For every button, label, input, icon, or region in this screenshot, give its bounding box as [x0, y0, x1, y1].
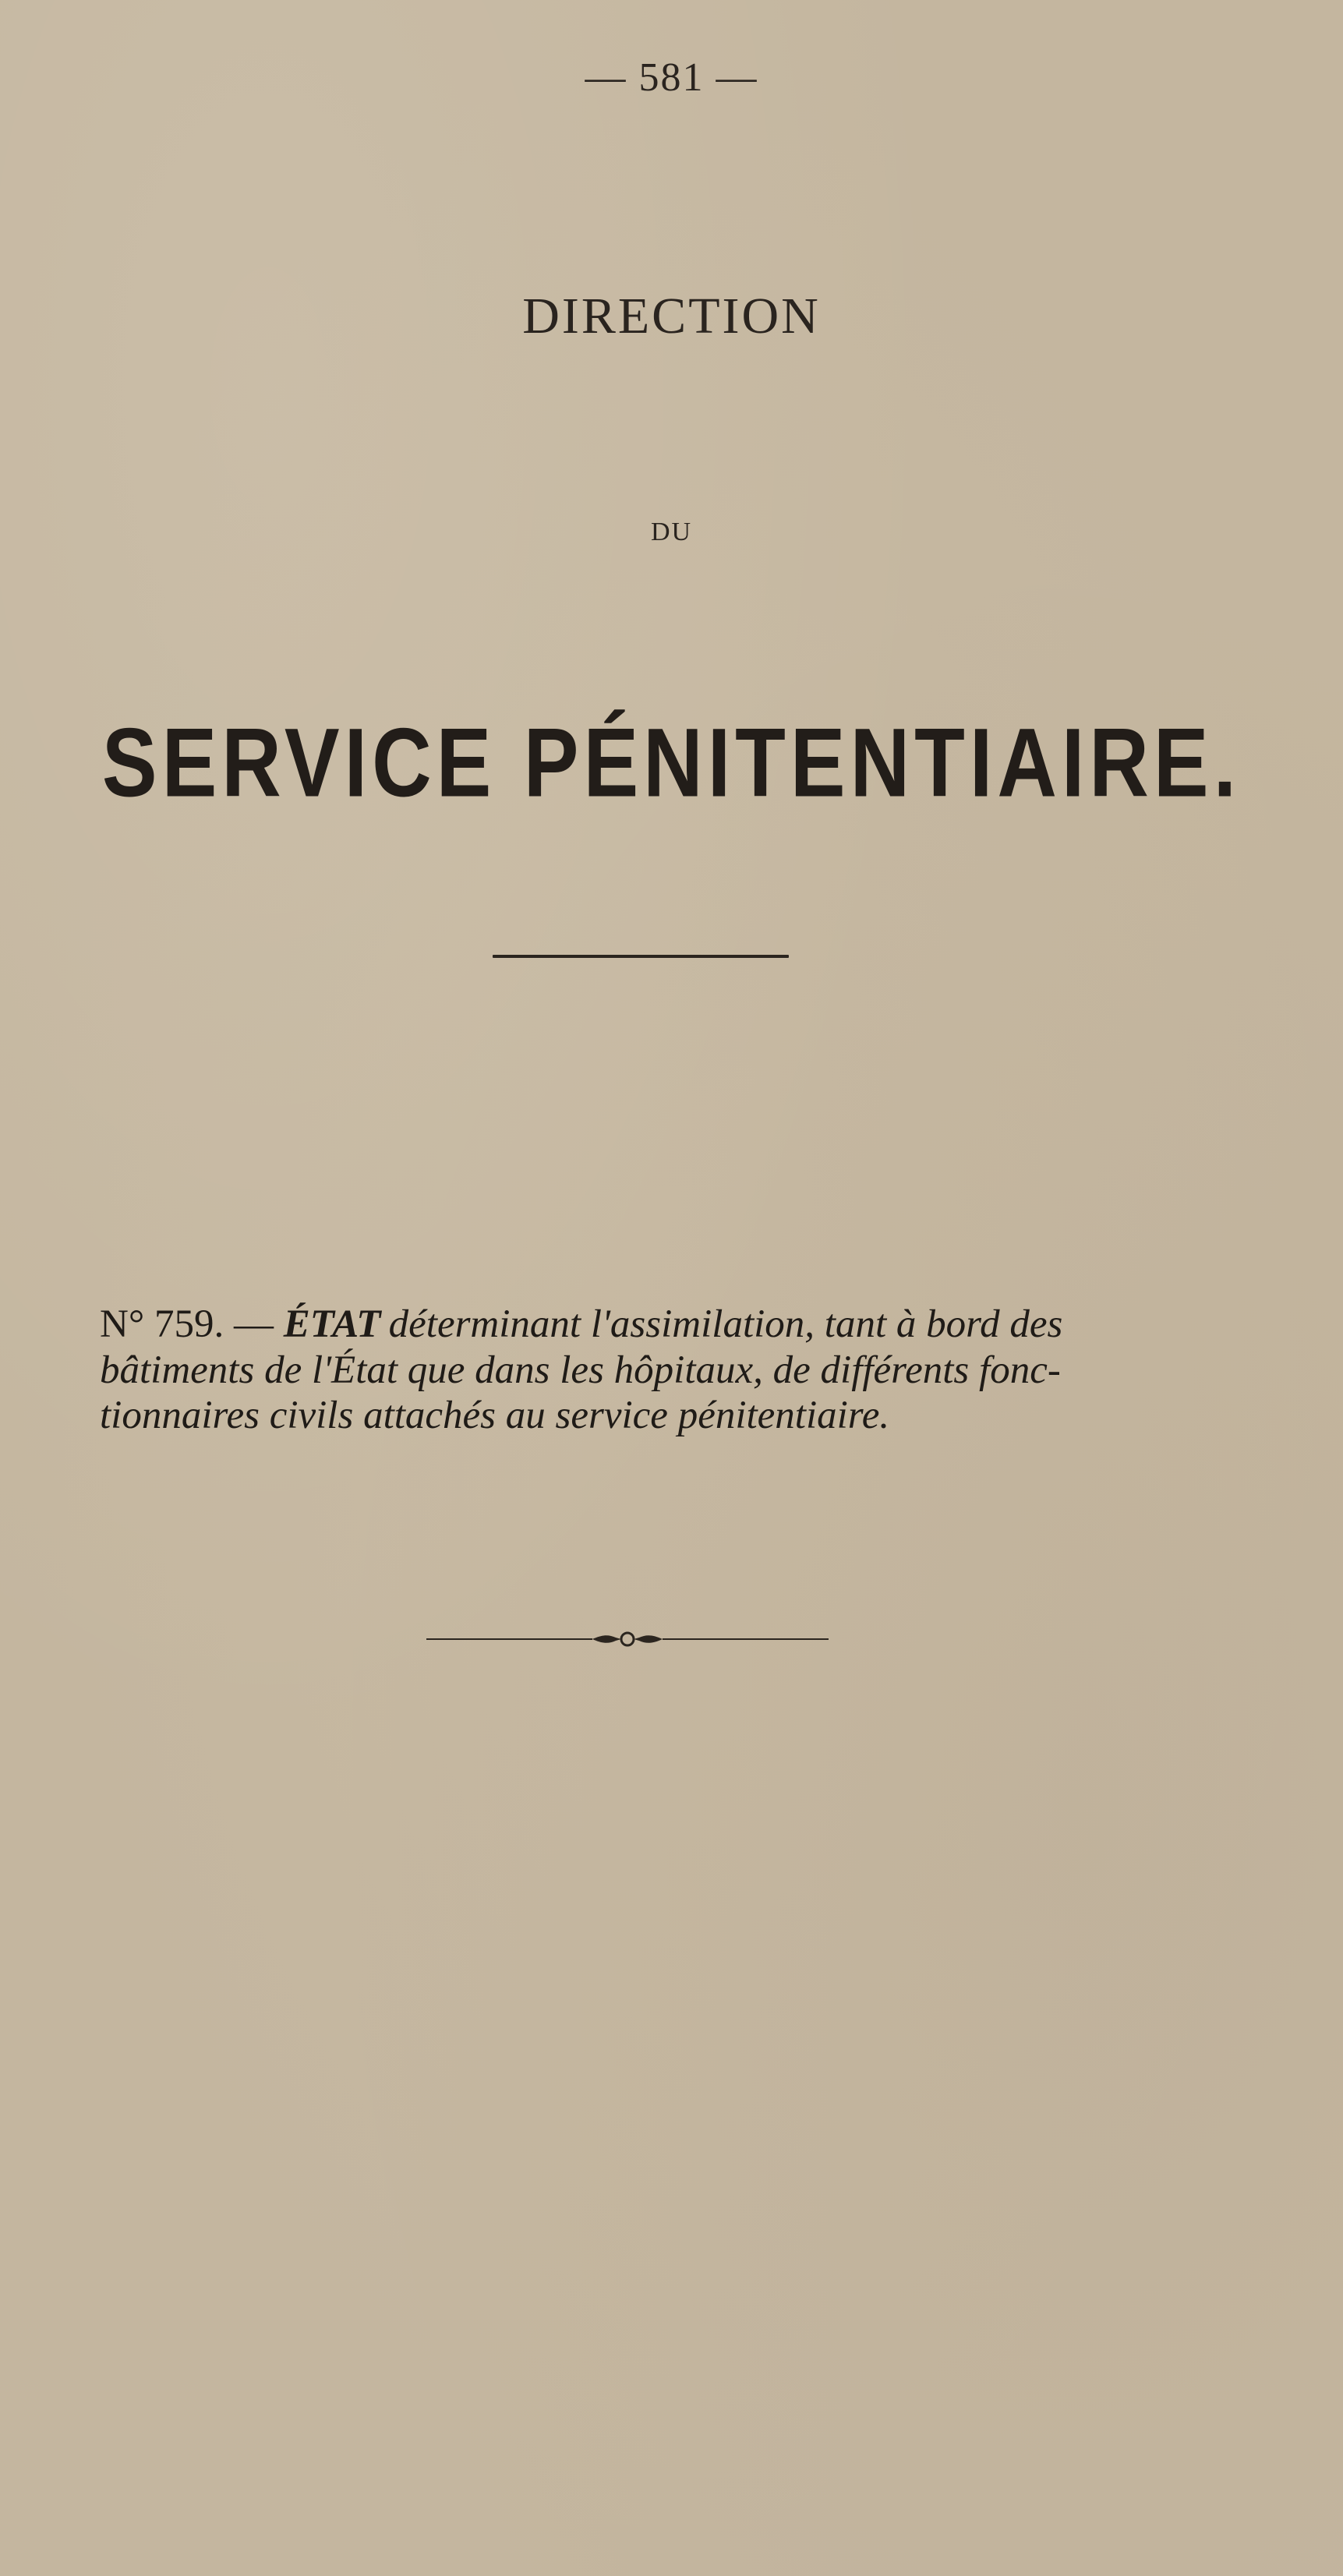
- entry-line-3: tionnaires civils attachés au service pénitentiaire.: [100, 1394, 890, 1438]
- section-divider: [493, 955, 789, 958]
- entry-line-1-text: déterminant l'assimilation, tant à bord des: [388, 1302, 1063, 1346]
- entry-number: N° 759. —: [100, 1302, 274, 1346]
- entry-line-1: [100, 1302, 1246, 1348]
- entry-state-word: ÉTAT: [283, 1302, 381, 1346]
- ornamental-divider: [425, 1617, 830, 1661]
- entry-paragraph: [100, 1302, 1246, 1439]
- entry-line-2: bâtiments de l'État que dans les hôpitaux, de différents fonc-: [100, 1348, 1061, 1392]
- page-number: — 581 —: [585, 55, 758, 100]
- heading-service: SERVICE PÉNITENTIAIRE.: [101, 708, 1242, 818]
- heading-direction: DIRECTION: [522, 288, 821, 345]
- heading-du: DU: [650, 518, 693, 546]
